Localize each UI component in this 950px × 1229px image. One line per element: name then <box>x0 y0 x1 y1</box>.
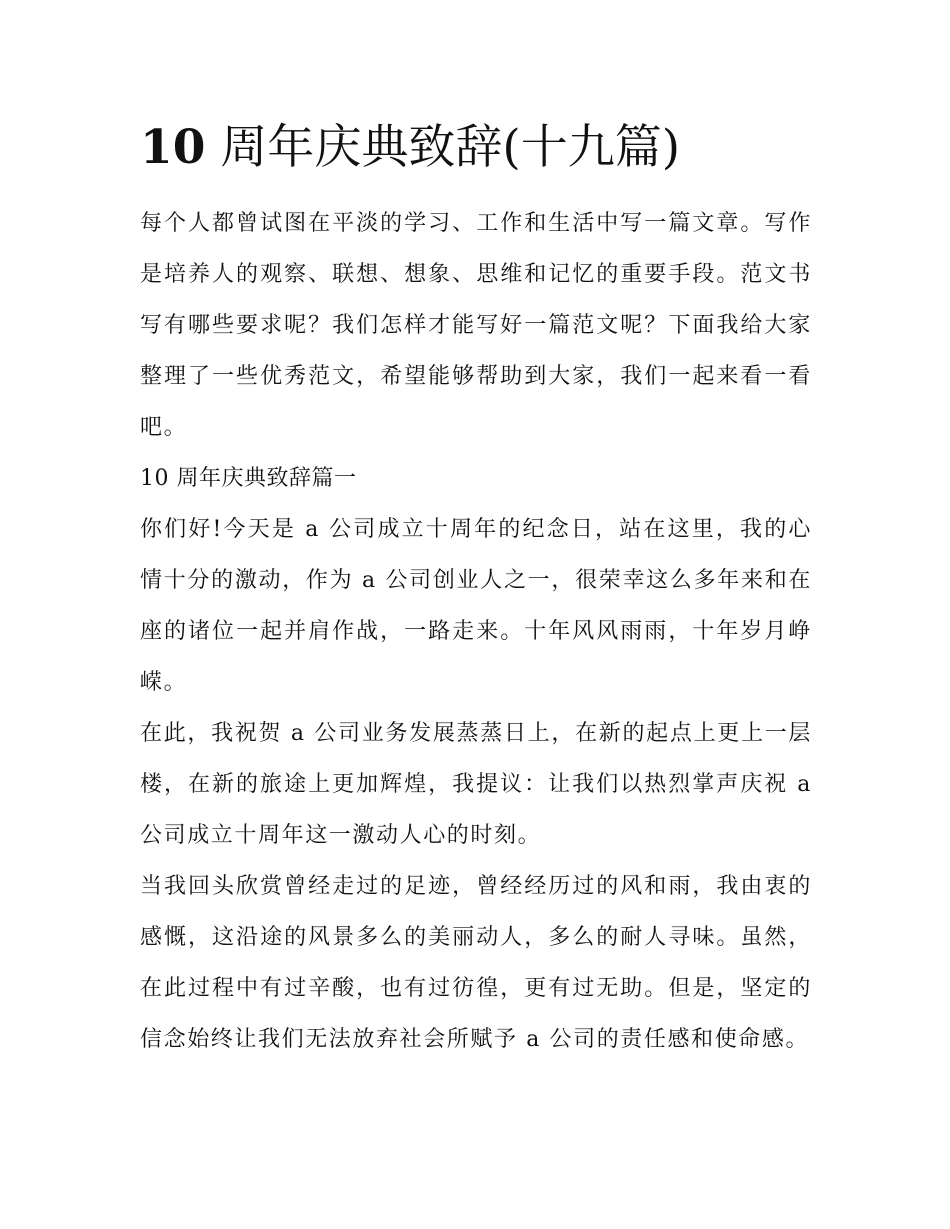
body-paragraph-2: 在此，我祝贺 a 公司业务发展蒸蒸日上，在新的起点上更上一层楼，在新的旅途上更加辉煌，我提议：让我们以热烈掌声庆祝 a 公司成立十周年这一激动人心的时刻。 <box>140 721 812 848</box>
title-text: 周年庆典致辞(十九篇) <box>220 120 681 175</box>
body-paragraph-1: 你们好!今天是 a 公司成立十周年的纪念日，站在这里，我的心情十分的激动，作为 a 公司创业人之一，很荣幸这么多年来和在座的诸位一起并肩作战，一路走来。十年风风雨雨，十年岁月峥嵘。 <box>140 517 812 695</box>
intro-paragraph: 每个人都曾试图在平淡的学习、工作和生活中写一篇文章。写作是培养人的观察、联想、想象、思维和记忆的重要手段。范文书写有哪些要求呢？我们怎样才能写好一篇范文呢？下面我给大家整理了一些优秀范文，希望能够帮助到大家，我们一起来看一看吧。 <box>140 211 812 440</box>
title-number: 10 <box>140 120 206 175</box>
document-title <box>140 116 680 180</box>
body-paragraph-3: 当我回头欣赏曾经走过的足迹，曾经经历过的风和雨，我由衷的感慨，这沿途的风景多么的美丽动人，多么的耐人寻味。虽然，在此过程中有过辛酸，也有过彷徨，更有过无助。但是，坚定的信念始终让我们无法放弃社会所赋予 a 公司的责任感和使命感。 <box>140 874 812 1052</box>
section-heading: 10 周年庆典致辞篇一 <box>140 466 357 491</box>
